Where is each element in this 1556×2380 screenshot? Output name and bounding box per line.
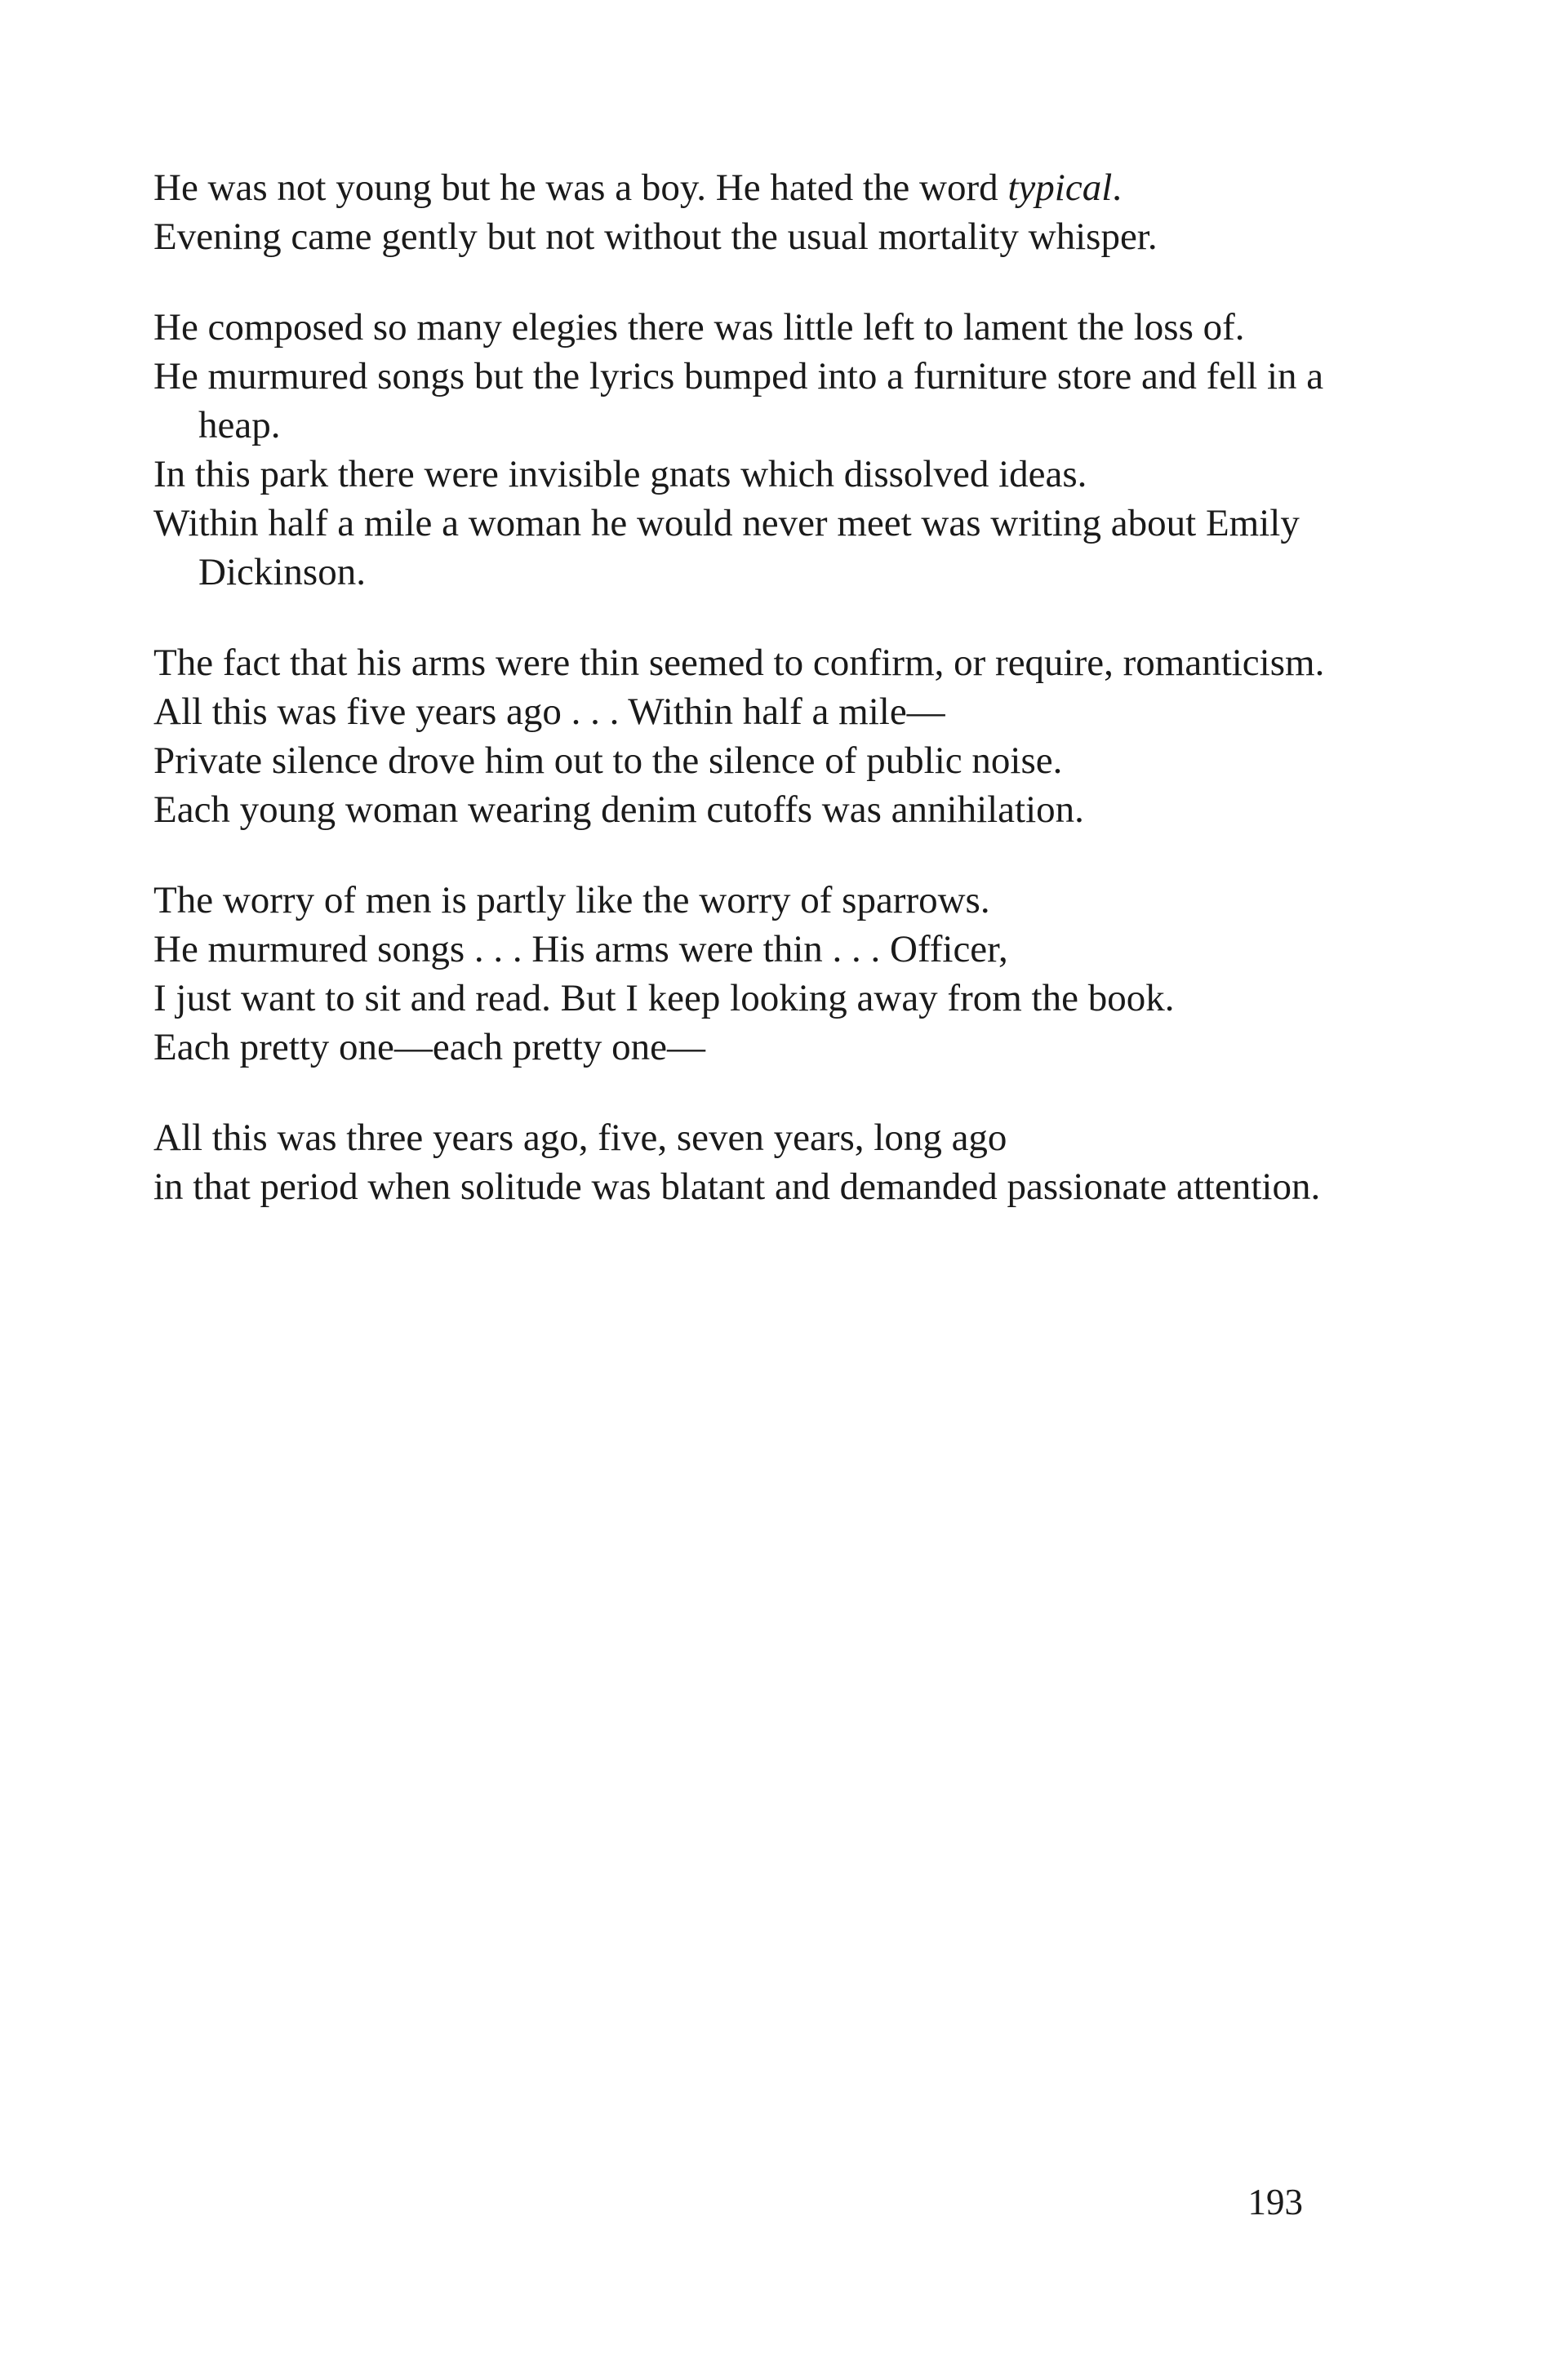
- poem-line: The worry of men is partly like the worry of sparrows.: [153, 879, 990, 921]
- poem-line: Private silence drove him out to the silence of public noise.: [153, 739, 1063, 782]
- italic-word: typical: [1007, 167, 1113, 209]
- poem-line: All this was three years ago, five, seven years, long ago: [153, 1117, 1007, 1159]
- poem-line: in that period when solitude was blatant and demanded passionate attention.: [153, 1166, 1321, 1208]
- poem-line: In this park there were invisible gnats which dissolved ideas.: [153, 453, 1087, 495]
- stanza-4: [153, 876, 1394, 1072]
- poem-line: All this was five years ago . . . Within half a mile—: [153, 690, 945, 733]
- stanza-1: [153, 163, 1394, 261]
- poem-line: He composed so many elegies there was little left to lament the loss of.: [153, 306, 1245, 349]
- stanza-2: [153, 303, 1394, 597]
- poem-line: [153, 163, 1394, 212]
- line-punctuation: .: [1112, 167, 1123, 209]
- stanza-3: [153, 638, 1394, 834]
- poem-line: Each young woman wearing denim cutoffs was annihilation.: [153, 788, 1084, 831]
- poem-line: I just want to sit and read. But I keep looking away from the book.: [153, 977, 1175, 1019]
- stanza-5: [153, 1113, 1394, 1211]
- line-text: He was not young but he was a boy. He hated the word: [153, 167, 1008, 209]
- poem-line: He murmured songs but the lyrics bumped into a furniture store and fell in a heap.: [153, 355, 1324, 446]
- poem-line: Within half a mile a woman he would never meet was writing about Emily Dickinson.: [153, 502, 1300, 593]
- poem-line: The fact that his arms were thin seemed to confirm, or require, romanticism.: [153, 642, 1325, 684]
- page-number: 193: [1247, 2182, 1303, 2222]
- poem-line: He murmured songs . . . His arms were thin . . . Officer,: [153, 928, 1008, 970]
- poem-line: Evening came gently but not without the usual mortality whisper.: [153, 215, 1158, 258]
- poem-line: Each pretty one—each pretty one—: [153, 1026, 705, 1068]
- poem-body: [153, 163, 1394, 1253]
